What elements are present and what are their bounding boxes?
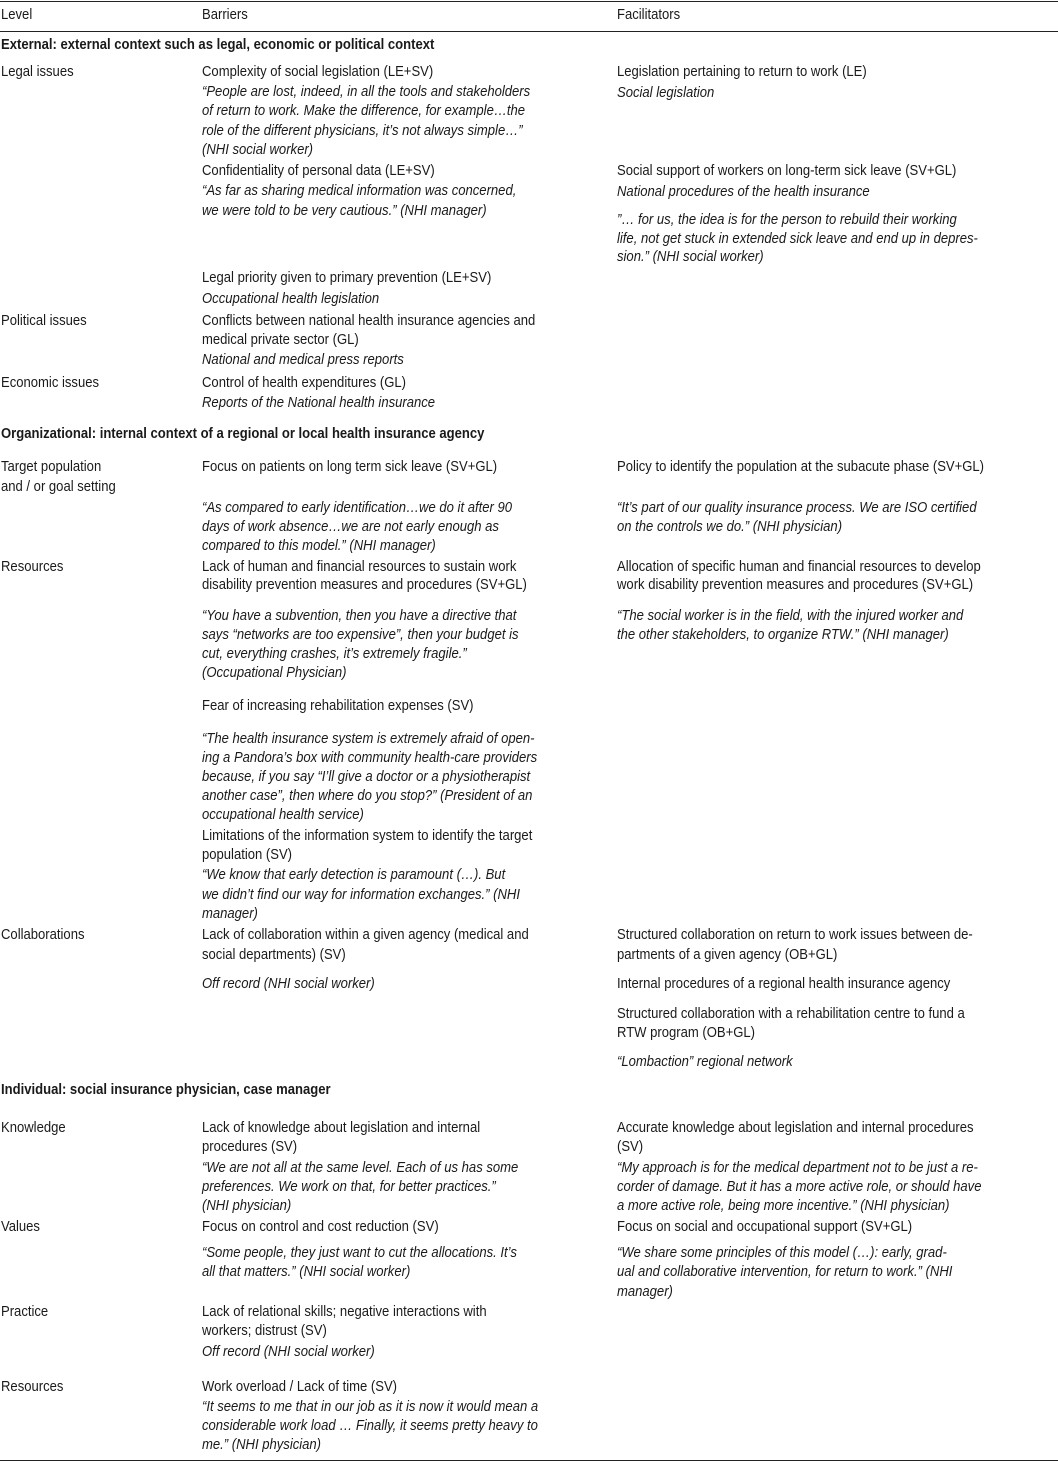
level-label: Resources	[1, 558, 64, 575]
barrier-line: Work overload / Lack of time (SV)	[202, 1378, 398, 1395]
facilitator-line: partments of a given agency (OB+GL)	[617, 946, 838, 963]
barrier-line: Conflicts between national health insurance agencies and	[202, 312, 536, 329]
barrier-line: Legal priority given to primary prevention (LE+SV)	[202, 269, 492, 286]
column-header-facilitators: Facilitators	[617, 6, 681, 23]
facilitator-line: “Lombaction” regional network	[617, 1053, 793, 1070]
facilitator-line: the other stakeholders, to organize RTW.” (NHI manager)	[617, 626, 949, 643]
barrier-line: Complexity of social legislation (LE+SV)	[202, 63, 434, 80]
barrier-line: manager)	[202, 905, 258, 922]
barrier-line: “We know that early detection is paramount (…). But	[202, 866, 506, 883]
barrier-line: (NHI physician)	[202, 1197, 292, 1214]
level-label: Values	[1, 1218, 40, 1235]
barrier-line: compared to this model.” (NHI manager)	[202, 537, 436, 554]
facilitator-line: “It’s part of our quality insurance process. We are ISO certified	[617, 499, 977, 516]
barrier-line: “As compared to early identification…we do it after 90	[202, 499, 513, 516]
level-label: Economic issues	[1, 374, 99, 391]
barrier-line: we were told to be very cautious.” (NHI manager)	[202, 202, 487, 219]
facilitator-line: sion.” (NHI social worker)	[617, 248, 764, 265]
column-header-barriers: Barriers	[202, 6, 248, 23]
level-label: Legal issues	[1, 63, 74, 80]
barrier-line: days of work absence…we are not early enough as	[202, 518, 499, 535]
facilitator-line: Internal procedures of a regional health insurance agency	[617, 975, 951, 992]
column-header-level: Level	[1, 6, 33, 23]
table-top-rule	[0, 1, 1058, 2]
barrier-line: Lack of human and financial resources to sustain work	[202, 558, 517, 575]
section-title: External: external context such as legal, economic or political context	[1, 36, 435, 53]
barrier-line: Limitations of the information system to identify the target	[202, 827, 533, 844]
facilitator-line: RTW program (OB+GL)	[617, 1024, 756, 1041]
facilitator-line: Legislation pertaining to return to work (LE)	[617, 63, 867, 80]
barrier-line: “The health insurance system is extremely afraid of open-	[202, 730, 535, 747]
facilitator-line: life, not get stuck in extended sick leave and end up in depres-	[617, 230, 978, 247]
barrier-line: Focus on control and cost reduction (SV)	[202, 1218, 439, 1235]
barrier-line: medical private sector (GL)	[202, 331, 359, 348]
barrier-line: Off record (NHI social worker)	[202, 975, 375, 992]
barrier-line: (NHI social worker)	[202, 141, 314, 158]
barrier-line: disability prevention measures and procedures (SV+GL)	[202, 576, 527, 593]
level-label: and / or goal setting	[1, 478, 116, 495]
section-title: Individual: social insurance physician, case manager	[1, 1081, 331, 1098]
facilitator-line: a more active role, being more incentive.” (NHI physician)	[617, 1197, 950, 1214]
section-title: Organizational: internal context of a regional or local health insurance agency	[1, 425, 485, 442]
facilitator-line: “My approach is for the medical department not to be just a re-	[617, 1159, 978, 1176]
barrier-line: “As far as sharing medical information was concerned,	[202, 182, 517, 199]
barrier-line: occupational health service)	[202, 806, 364, 823]
facilitator-line: (SV)	[617, 1138, 644, 1155]
barrier-line: (Occupational Physician)	[202, 664, 347, 681]
barrier-line: preferences. We work on that, for better practices.”	[202, 1178, 496, 1195]
facilitator-line: corder of damage. But it has a more active role, or should have	[617, 1178, 982, 1195]
facilitator-line: ”… for us, the idea is for the person to rebuild their working	[617, 211, 957, 228]
barrier-line: because, if you say “I’ll give a doctor or a physiotherapist	[202, 768, 531, 785]
facilitator-line: Structured collaboration on return to work issues between de-	[617, 926, 973, 943]
facilitator-line: Social legislation	[617, 84, 715, 101]
facilitator-line: ual and collaborative intervention, for return to work.” (NHI	[617, 1263, 953, 1280]
level-label: Target population	[1, 458, 102, 475]
facilitator-line: manager)	[617, 1283, 673, 1300]
barrier-line: National and medical press reports	[202, 351, 404, 368]
level-label: Political issues	[1, 312, 87, 329]
barrier-line: me.” (NHI physician)	[202, 1436, 322, 1453]
barrier-line: Off record (NHI social worker)	[202, 1343, 375, 1360]
barrier-line: Reports of the National health insurance	[202, 394, 436, 411]
barrier-line: considerable work load … Finally, it seems pretty heavy to	[202, 1417, 538, 1434]
facilitator-line: on the controls we do.” (NHI physician)	[617, 518, 843, 535]
barrier-line: of return to work. Make the difference, for example…the	[202, 102, 526, 119]
barrier-line: “You have a subvention, then you have a directive that	[202, 607, 517, 624]
table-bottom-rule	[0, 1460, 1058, 1461]
barrier-line: Occupational health legislation	[202, 290, 380, 307]
facilitator-line: Allocation of specific human and financial resources to develop	[617, 558, 981, 575]
barrier-line: role of the different physicians, it’s not always simple…”	[202, 122, 523, 139]
facilitator-line: National procedures of the health insurance	[617, 183, 870, 200]
level-label: Collaborations	[1, 926, 85, 943]
facilitator-line: Focus on social and occupational support (SV+GL)	[617, 1218, 913, 1235]
barrier-line: Lack of collaboration within a given agency (medical and	[202, 926, 529, 943]
level-label: Knowledge	[1, 1119, 66, 1136]
barrier-line: Control of health expenditures (GL)	[202, 374, 407, 391]
barrier-line: procedures (SV)	[202, 1138, 298, 1155]
barrier-line: “It seems to me that in our job as it is now it would mean a	[202, 1398, 539, 1415]
barrier-line: workers; distrust (SV)	[202, 1322, 327, 1339]
facilitator-line: “The social worker is in the field, with the injured worker and	[617, 607, 964, 624]
barrier-line: we didn’t find our way for information exchanges.” (NHI	[202, 886, 520, 903]
barrier-line: Lack of knowledge about legislation and internal	[202, 1119, 481, 1136]
barrier-line: ing a Pandora’s box with community health-care providers	[202, 749, 538, 766]
barrier-line: another case”, then where do you stop?” (President of an	[202, 787, 533, 804]
facilitator-line: Structured collaboration with a rehabilitation centre to fund a	[617, 1005, 965, 1022]
barrier-line: says “networks are too expensive”, then your budget is	[202, 626, 519, 643]
barrier-line: social departments) (SV)	[202, 946, 346, 963]
facilitator-line: Accurate knowledge about legislation and internal procedures	[617, 1119, 974, 1136]
level-label: Practice	[1, 1303, 49, 1320]
facilitator-line: work disability prevention measures and procedures (SV+GL)	[617, 576, 974, 593]
barrier-line: Confidentiality of personal data (LE+SV)	[202, 162, 435, 179]
level-label: Resources	[1, 1378, 64, 1395]
barrier-line: all that matters.” (NHI social worker)	[202, 1263, 411, 1280]
barrier-line: Lack of relational skills; negative interactions with	[202, 1303, 487, 1320]
barrier-line: “People are lost, indeed, in all the tools and stakeholders	[202, 83, 531, 100]
barrier-line: “Some people, they just want to cut the allocations. It’s	[202, 1244, 517, 1261]
barrier-line: “We are not all at the same level. Each of us has some	[202, 1159, 519, 1176]
barrier-line: population (SV)	[202, 846, 293, 863]
barrier-line: Focus on patients on long term sick leave (SV+GL)	[202, 458, 498, 475]
header-bottom-rule	[0, 31, 1058, 32]
facilitator-line: Policy to identify the population at the subacute phase (SV+GL)	[617, 458, 985, 475]
barrier-line: Fear of increasing rehabilitation expenses (SV)	[202, 697, 474, 714]
facilitator-line: Social support of workers on long-term sick leave (SV+GL)	[617, 162, 957, 179]
barrier-line: cut, everything crashes, it’s extremely fragile.”	[202, 645, 467, 662]
facilitator-line: “We share some principles of this model (…): early, grad-	[617, 1244, 947, 1261]
